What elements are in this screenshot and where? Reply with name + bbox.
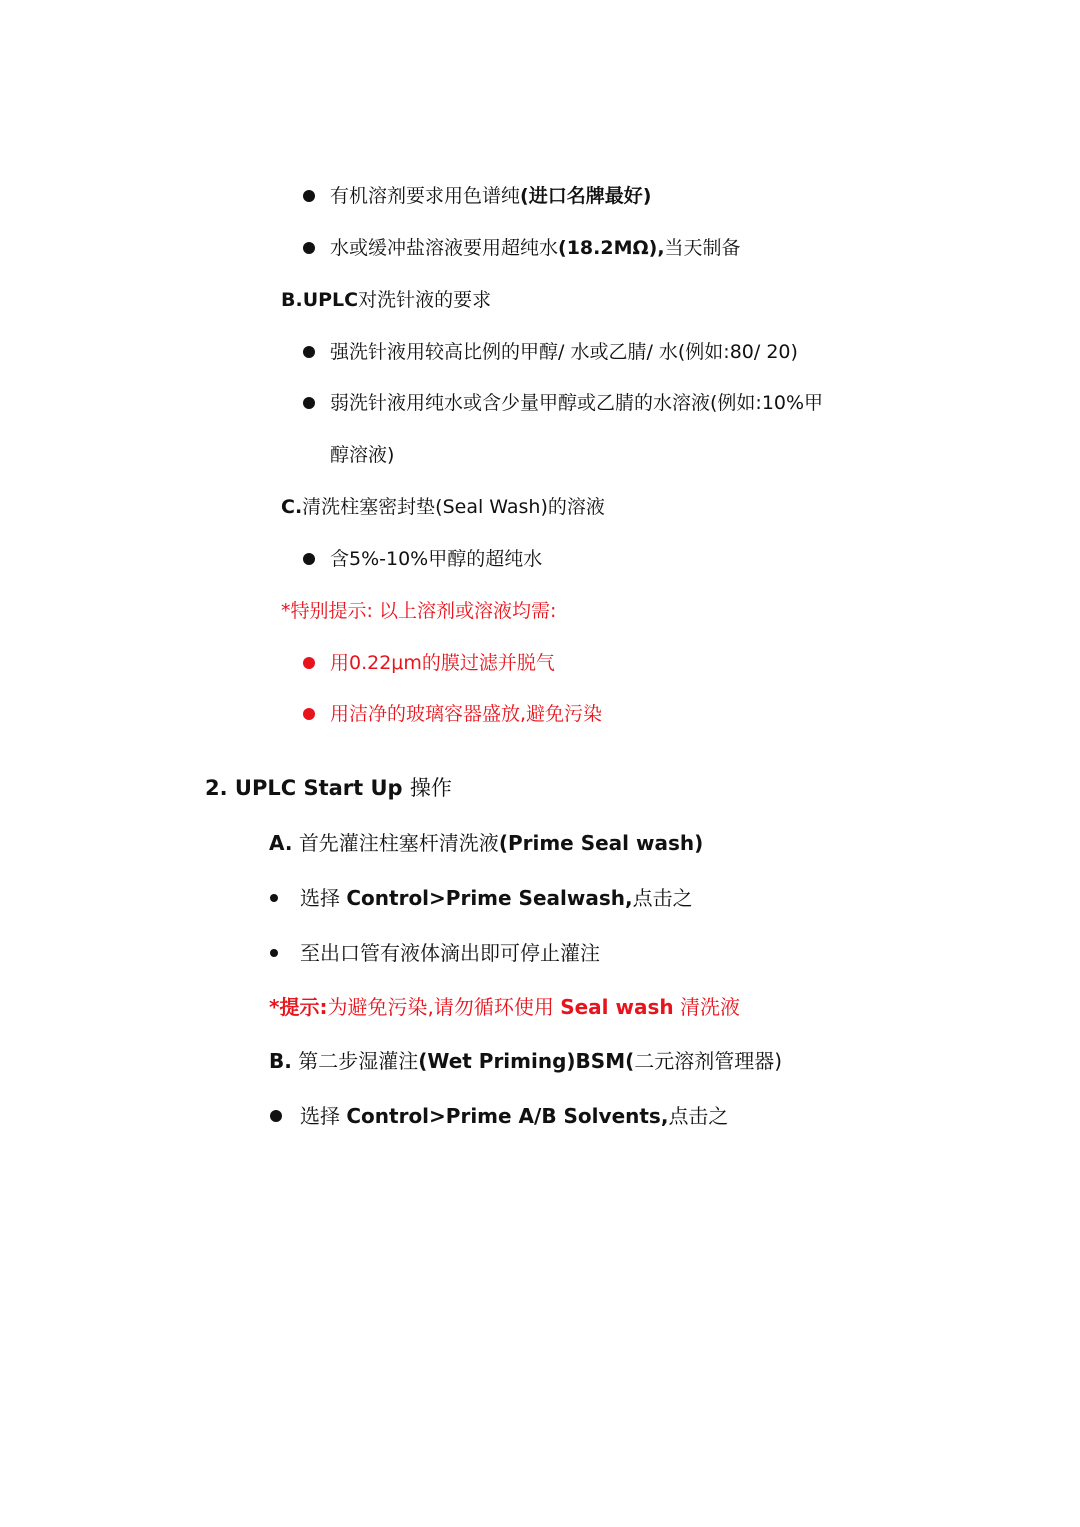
- seal-wash-heading: [281, 493, 605, 521]
- special-note-item-1: 用0.22μm的膜过滤并脱气: [330, 652, 555, 674]
- item-prefix: 选择: [300, 886, 347, 910]
- step-bold: (Wet Priming)BSM(: [418, 1049, 635, 1073]
- item-bold: Control>Prime A/B Solvents,: [346, 1104, 669, 1128]
- step-a-heading: [269, 829, 703, 857]
- item-text: 水或缓冲盐溶液要用超纯水: [330, 237, 559, 259]
- needle-wash-heading: [281, 286, 491, 314]
- seal-wash-item-1: 含5%-10%甲醇的超纯水: [330, 548, 543, 570]
- bullet-icon: [303, 242, 315, 254]
- step-label: B.: [269, 1049, 292, 1073]
- special-note-item-2: 用洁净的玻璃容器盛放,避免污染: [330, 703, 603, 725]
- step-a-item-1: [300, 884, 693, 912]
- bullet-icon: [303, 346, 315, 358]
- bullet-icon: [303, 657, 315, 669]
- item-bold: (18.2MΩ),: [558, 237, 665, 259]
- title-text: 操作: [409, 776, 452, 800]
- needle-wash-item-2-cont: 醇溶液): [330, 444, 395, 466]
- seal-wash-tip: [269, 993, 740, 1021]
- tip-bold: Seal wash: [560, 995, 674, 1019]
- bullet-icon: [303, 190, 315, 202]
- step-text: 第二步湿灌注: [298, 1049, 419, 1073]
- solvent-requirement-2: [330, 234, 741, 262]
- heading-text: 清洗柱塞密封垫(Seal Wash)的溶液: [302, 496, 605, 518]
- needle-wash-item-2: 弱洗针液用纯水或含少量甲醇或乙腈的水溶液(例如:10%甲: [330, 392, 824, 414]
- solvent-requirement-1: [330, 182, 651, 210]
- bullet-icon: [270, 894, 278, 902]
- item-bold: (进口名牌最好): [520, 185, 652, 207]
- item-tail: 点击之: [668, 1104, 729, 1128]
- item-tail: 点击之: [632, 886, 693, 910]
- step-bold: (Prime Seal wash): [498, 831, 704, 855]
- step-b-heading: [269, 1047, 782, 1075]
- bullet-icon: [303, 553, 315, 565]
- step-b-item-1: [300, 1102, 728, 1130]
- heading-text: 对洗针液的要求: [358, 289, 492, 311]
- special-note-title: *特别提示: 以上溶剂或溶液均需:: [281, 600, 557, 622]
- step-text: 首先灌注柱塞杆清洗液: [298, 831, 499, 855]
- tip-tail: 清洗液: [673, 995, 740, 1019]
- needle-wash-item-1: 强洗针液用较高比例的甲醇/ 水或乙腈/ 水(例如:80/ 20): [330, 341, 798, 363]
- item-bold: Control>Prime Sealwash,: [346, 886, 633, 910]
- item-text: 有机溶剂要求用色谱纯: [330, 185, 521, 207]
- heading-bold: C.: [281, 496, 303, 518]
- item-tail: 当天制备: [664, 237, 741, 259]
- bullet-icon: [270, 949, 278, 957]
- heading-bold: B.UPLC: [281, 289, 359, 311]
- tip-text: 为避免污染,请勿循环使用: [327, 995, 561, 1019]
- tip-prefix: *提示:: [269, 995, 328, 1019]
- bullet-icon: [303, 708, 315, 720]
- step-tail: 二元溶剂管理器): [634, 1049, 783, 1073]
- title-bold: 2. UPLC Start Up: [205, 776, 403, 800]
- section-2-title: [205, 774, 452, 802]
- bullet-icon: [303, 397, 315, 409]
- item-prefix: 选择: [300, 1104, 347, 1128]
- step-label: A.: [269, 831, 293, 855]
- step-a-item-2: 至出口管有液体滴出即可停止灌注: [300, 941, 600, 965]
- bullet-icon: [270, 1110, 282, 1122]
